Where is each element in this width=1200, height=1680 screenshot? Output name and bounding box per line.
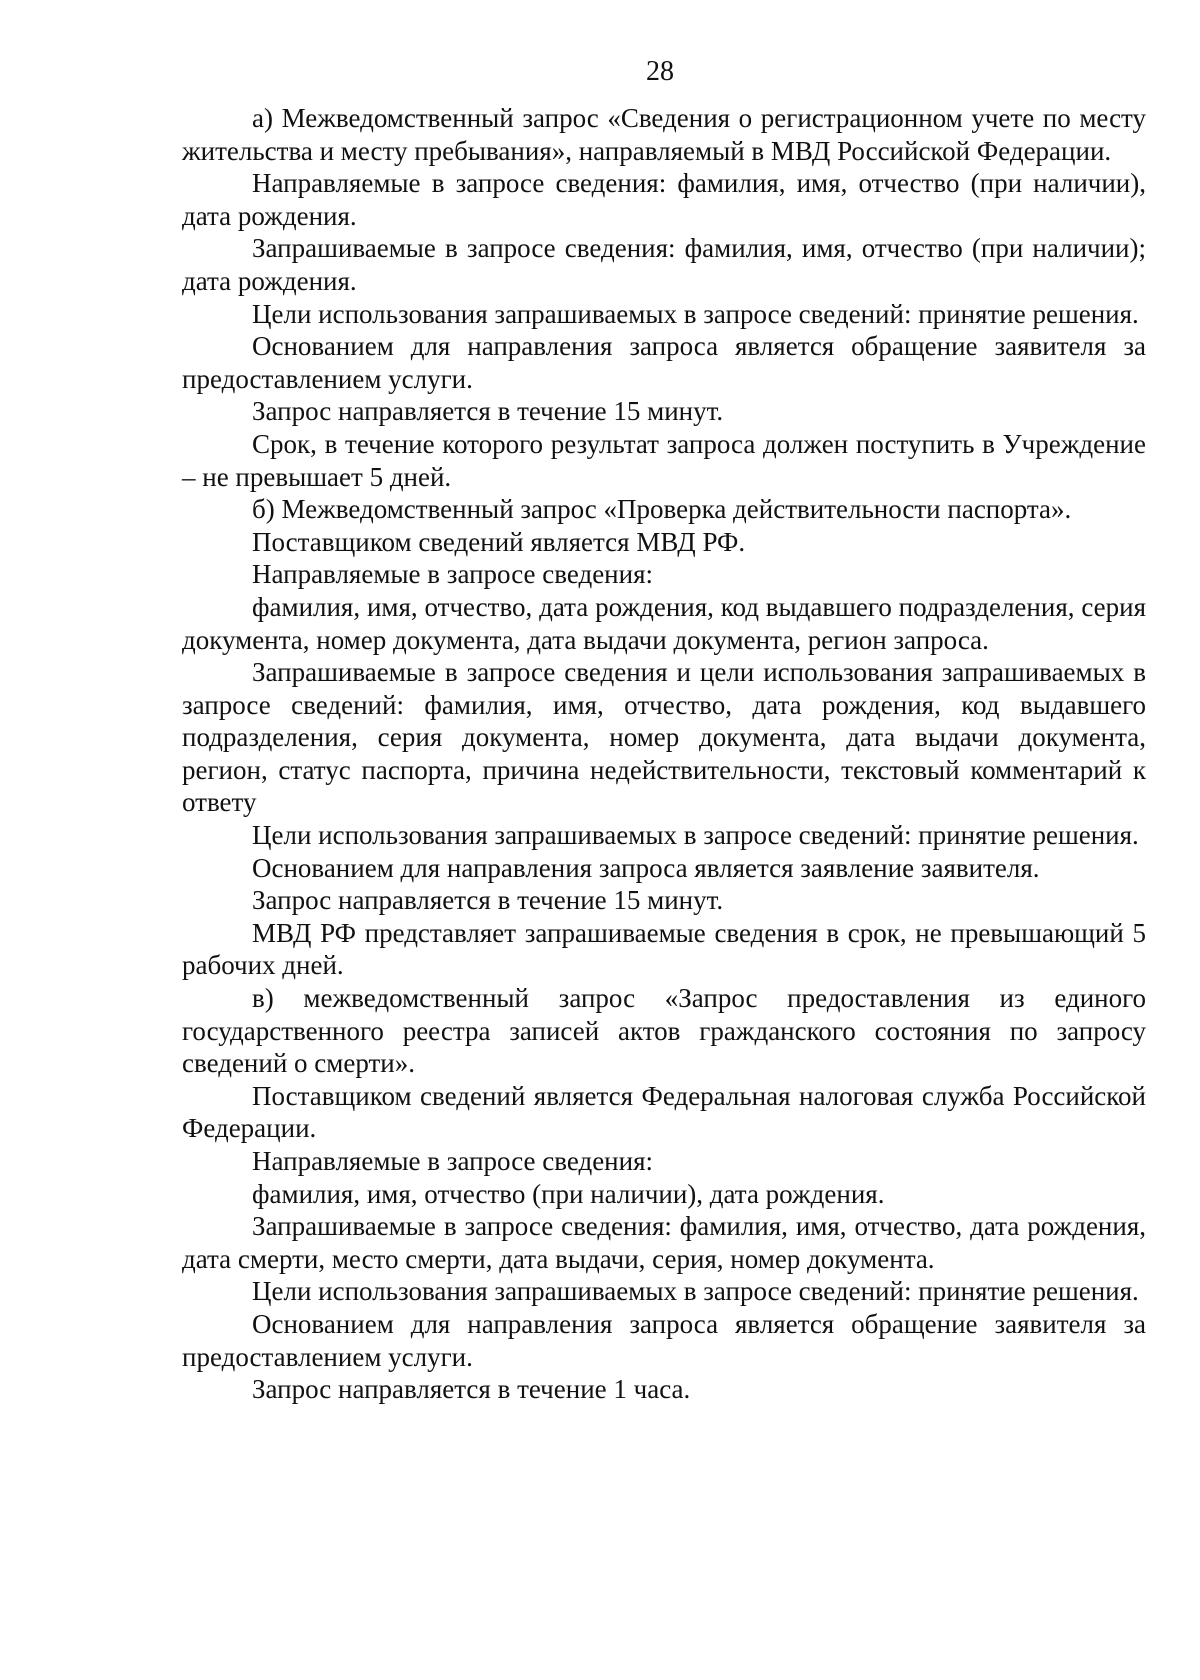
paragraph: б) Межведомственный запрос «Проверка действительности паспорта».: [252, 494, 1072, 525]
paragraph: в) межведомственный запрос «Запрос предоставления из единого государственного реестра записей актов гражданского состояния по запросу сведений о смерти».: [182, 983, 1146, 1079]
paragraph: Срок, в течение которого результат запроса должен поступить в Учреждение – не превышает 5 дней.: [182, 428, 1146, 492]
paragraph: МВД РФ представляет запрашиваемые сведения в срок, не превышающий 5 рабочих дней.: [182, 917, 1146, 981]
paragraph: Направляемые в запросе сведения:: [252, 559, 653, 590]
paragraph: Запрос направляется в течение 15 минут.: [252, 396, 724, 427]
paragraph: Направляемые в запросе сведения: фамилия, имя, отчество (при наличии), дата рождения.: [182, 168, 1146, 231]
paragraph: Запрашиваемые в запросе сведения: фамилия, имя, отчество (при наличии); дата рождения.: [182, 233, 1146, 296]
paragraph: Запрашиваемые в запросе сведения: фамилия, имя, отчество, дата рождения, дата смерти, место смерти, дата выдачи, серия, номер документа.: [182, 1211, 1146, 1274]
paragraph: фамилия, имя, отчество, дата рождения, код выдавшего подразделения, серия документа, номер документа, дата выдачи документа, регион запроса.: [182, 591, 1146, 655]
paragraph: Запрашиваемые в запросе сведения и цели использования запрашиваемых в запросе сведений: фамилия, имя, отчество, дата рождения, код выдавшего подразделения, серия документа, номер документа, дата выдачи документа, регион, статус паспорта, причина недействительности, текстовый комментарий к ответу: [182, 657, 1146, 818]
paragraph: Основанием для направления запроса является обращение заявителя за предоставлением услуги.: [182, 331, 1146, 394]
paragraph: Поставщиком сведений является МВД РФ.: [252, 526, 746, 557]
paragraph: Цели использования запрашиваемых в запросе сведений: принятие решения.: [252, 1276, 1139, 1307]
paragraph: Основанием для направления запроса является заявление заявителя.: [252, 852, 1040, 883]
paragraph: Цели использования запрашиваемых в запросе сведений: принятие решения.: [252, 820, 1139, 851]
paragraph: Поставщиком сведений является Федеральная налоговая служба Российской Федерации.: [182, 1080, 1146, 1144]
page-number: 28: [646, 56, 674, 87]
paragraph: а) Межведомственный запрос «Сведения о регистрационном учете по месту жительства и месту пребывания», направляемый в МВД Российской Федерации.: [182, 103, 1146, 166]
paragraph: Основанием для направления запроса является обращение заявителя за предоставлением услуги.: [182, 1308, 1146, 1372]
paragraph: Направляемые в запросе сведения:: [252, 1146, 653, 1176]
paragraph: Запрос направляется в течение 1 часа.: [252, 1374, 691, 1405]
paragraph: фамилия, имя, отчество (при наличии), дата рождения.: [252, 1178, 885, 1209]
document-body: [182, 102, 1146, 1406]
paragraph: Цели использования запрашиваемых в запросе сведений: принятие решения.: [252, 298, 1139, 329]
paragraph: Запрос направляется в течение 15 минут.: [252, 885, 724, 916]
